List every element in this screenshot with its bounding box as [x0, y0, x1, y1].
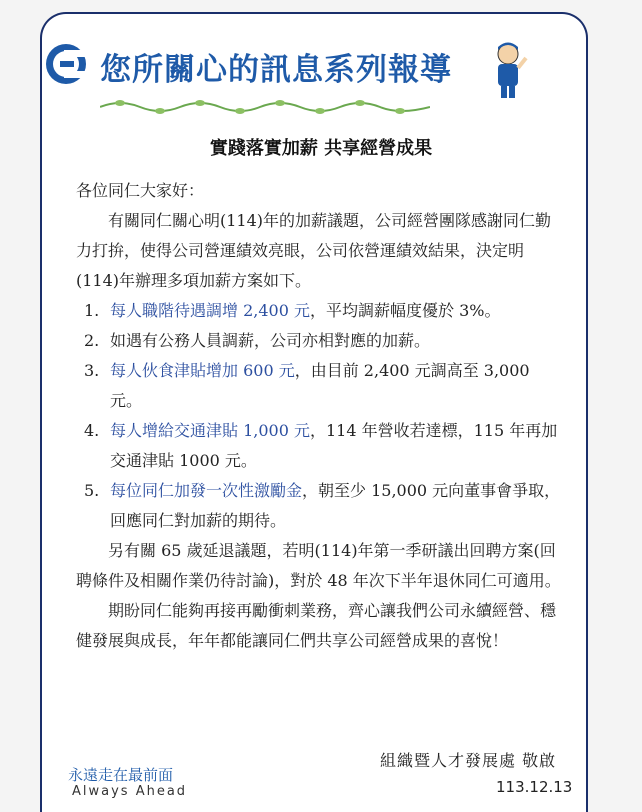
mascot-icon [488, 40, 528, 102]
signoff: 組織暨人才發展處 敬啟 [380, 751, 557, 770]
article-body [76, 176, 566, 656]
list-item: 1. 每人職階待遇調增 2,400 元，平均調薪幅度優於 3%。 [84, 301, 501, 320]
list-item: 3. 每人伙食津貼增加 600 元，由目前 2,400 元調高至 3,000 元。 [84, 361, 530, 410]
company-logo-icon [44, 42, 88, 86]
raise-items-list [76, 296, 566, 536]
slogan-chinese: 永遠走在最前面 [68, 766, 174, 784]
article-subtitle: 實踐落實加薪 共享經營成果 [209, 138, 433, 159]
vine-divider [100, 96, 430, 118]
retirement-paragraph: 另有關 65 歲延退議題，若明(114)年第一季研議出回聘方案(回聘條件及相關作業仍待討論)，對於 48 年次下半年退休同仁可適用。 [76, 541, 561, 590]
slogan-english: Always Ahead [72, 784, 188, 799]
list-item: 4. 每人增給交通津貼 1,000 元，114 年營收若達標，115 年再加交通津貼 1000 元。 [84, 421, 558, 470]
issue-date: 113.12.13 [496, 778, 573, 796]
closing-paragraph: 期盼同仁能夠再接再勵衝刺業務，齊心讓我們公司永續經營、穩健發展與成長，年年都能讓同仁們共享公司經營成果的喜悅！ [76, 601, 557, 650]
greeting: 各位同仁大家好： [76, 181, 205, 200]
intro-paragraph: 有關同仁關心明(114)年的加薪議題，公司經營團隊感謝同仁勤力打拚，使得公司營運績效亮眼，公司依營運績效結果，決定明(114)年辦理多項加薪方案如下。 [76, 211, 552, 290]
list-item: 2. 如遇有公務人員調薪，公司亦相對應的加薪。 [84, 331, 431, 350]
header-title: 您所關心的訊息系列報導 [100, 52, 452, 88]
list-item: 5. 每位同仁加發一次性激勵金，朝至少 15,000 元向董事會爭取，回應同仁對加薪的期待。 [84, 481, 561, 530]
